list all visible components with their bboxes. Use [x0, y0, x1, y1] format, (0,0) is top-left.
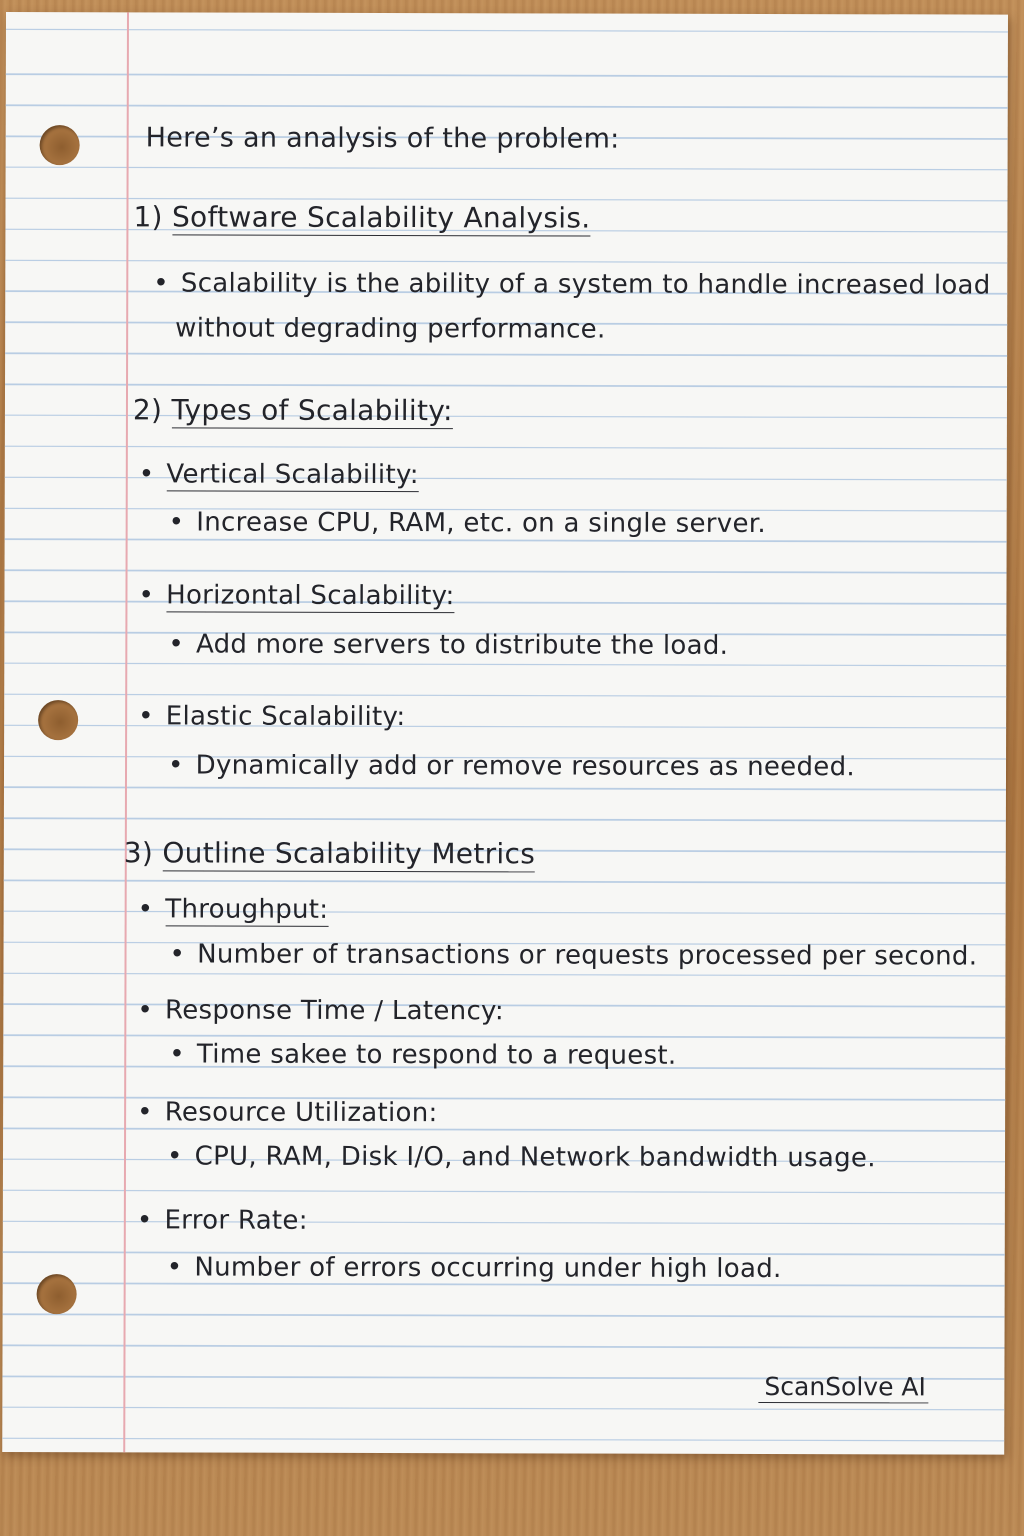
list-item-label — [138, 701, 406, 733]
bullet: • — [168, 507, 185, 538]
section-title: Outline Scalability Metrics — [162, 836, 536, 871]
bullet: • — [153, 268, 169, 299]
item-label: Horizontal Scalability: — [166, 580, 455, 612]
list-item-label — [138, 459, 419, 491]
list-item-detail — [166, 1252, 782, 1285]
item-detail: CPU, RAM, Disk I/O, and Network bandwidth usage. — [194, 1141, 876, 1174]
bullet: • — [138, 701, 154, 732]
item-detail: Dynamically add or remove resources as needed. — [195, 750, 856, 783]
list-item-label — [136, 1205, 308, 1236]
section-number: 2) — [132, 393, 163, 427]
list-item-detail — [169, 509, 766, 537]
bullet: • — [169, 1039, 185, 1070]
item-detail: Number of errors occurring under high load. — [194, 1252, 782, 1285]
list-item-detail — [169, 939, 978, 972]
bullet: • — [137, 995, 154, 1026]
bullet: • — [166, 1141, 183, 1172]
bullet: • — [169, 939, 186, 970]
list-item-detail — [168, 629, 729, 661]
list-item-label — [137, 894, 329, 925]
section-1-text-line-1 — [153, 268, 991, 301]
section-title: Software Scalability Analysis. — [171, 200, 591, 235]
section-2-heading — [132, 393, 453, 428]
item-detail: Add more servers to distribute the load. — [195, 629, 729, 661]
bullet: • — [167, 750, 184, 781]
signature: ScanSolve AI — [758, 1372, 928, 1403]
item-label: Vertical Scalability: — [166, 459, 419, 491]
binder-hole — [38, 700, 78, 740]
section-number: 1) — [133, 200, 163, 234]
section-3-heading — [123, 836, 536, 871]
list-item-label — [137, 995, 504, 1027]
intro-text: Here’s an analysis of the problem: — [145, 122, 620, 155]
list-item-detail — [169, 1039, 677, 1071]
item-detail: Increase CPU, RAM, etc. on a single server. — [196, 507, 766, 539]
item-label: Elastic Scalability: — [165, 701, 406, 733]
list-item-detail — [167, 750, 856, 783]
section-1-heading — [133, 200, 591, 235]
margin-line — [123, 12, 128, 1452]
text-line: Scalability is the ability of a system to handle increased load — [180, 268, 991, 301]
item-label: Resource Utilization: — [164, 1097, 438, 1129]
bullet: • — [136, 1205, 153, 1236]
list-item-label — [137, 1097, 438, 1129]
notebook-page — [2, 12, 1008, 1455]
item-label: Error Rate: — [164, 1205, 308, 1236]
binder-hole — [40, 125, 80, 165]
bullet: • — [137, 894, 154, 925]
item-label: Throughput: — [165, 894, 329, 925]
section-1-text-line-2: without degrading performance. — [175, 313, 606, 345]
item-detail: Time sakee to respond to a request. — [196, 1039, 677, 1071]
section-number: 3) — [123, 836, 154, 870]
bullet: • — [166, 1252, 183, 1283]
bullet: • — [138, 459, 155, 490]
bullet: • — [137, 1097, 153, 1128]
bullet: • — [168, 629, 185, 660]
item-detail: Number of transactions or requests processed per second. — [197, 939, 978, 972]
item-label: Response Time / Latency: — [164, 995, 504, 1027]
binder-hole — [37, 1274, 77, 1314]
bullet: • — [138, 580, 155, 611]
list-item-detail — [166, 1141, 876, 1174]
section-title: Types of Scalability: — [171, 393, 453, 428]
list-item-label — [138, 580, 455, 612]
